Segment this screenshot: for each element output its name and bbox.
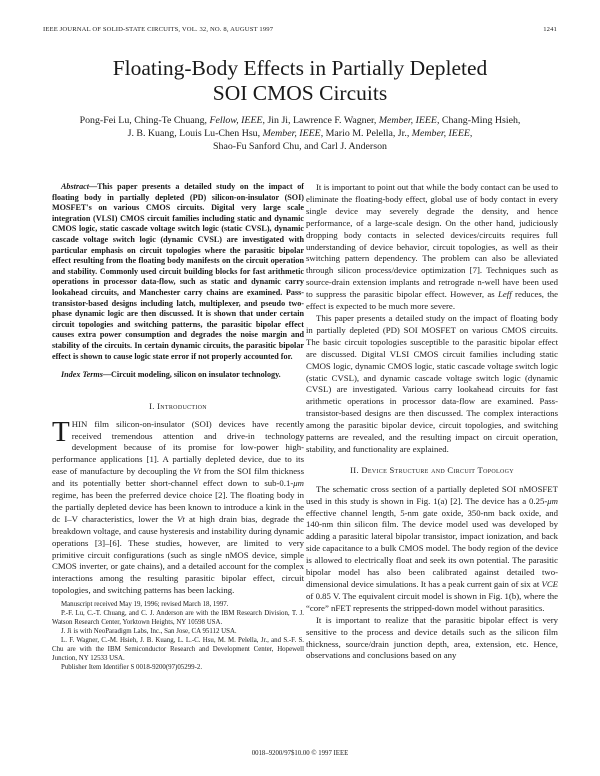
index-terms-label: Index Terms xyxy=(61,370,103,380)
body-text: from the SOI film thickness and its potentially better short-channel effect down to sub-0.1- xyxy=(52,466,304,489)
section-number: I. xyxy=(149,400,158,411)
body-text: reduces, the effect is expected to be much more severe. xyxy=(306,289,558,312)
copyright-footer: 0018–9200/97$10.00 © 1997 IEEE xyxy=(251,750,349,757)
math-symbol: μm xyxy=(293,478,304,489)
footnote: Manuscript received May 19, 1996; revised March 18, 1997. xyxy=(61,601,229,609)
abstract xyxy=(52,182,304,362)
paper-title xyxy=(40,56,560,106)
running-header xyxy=(43,26,557,36)
intro-paragraph xyxy=(52,415,304,598)
footnotes xyxy=(52,601,304,672)
math-symbol: Vt xyxy=(193,466,202,477)
drop-cap: T xyxy=(52,415,70,448)
body-text: effective channel length, 5-nm gate oxide, 350-nm back oxide, and 140-nm thin silicon film. The device model used was developed by adding a parasitic lateral bipolar transistor, impact ionization, and back side capacitance to a bulk CMOS model. The body region of the device is allowed to electrically float and seek its own potential. The parasitic bipolar model has also been calibrated against detailed two-dimensional device simulations. It has a peak current gain of six at xyxy=(306,507,558,589)
body-paragraph: This paper presents a detailed study on the impact of floating body in partially depleted (PD) SOI MOSFET on various CMOS circuits. The basic circuit topologies susceptible to the parasitic bipolar effect are discussed. Digital VLSI CMOS circuit families including static CMOS logic, dynamic CMOS logic, static cascade voltage switch logic (static CVSL), and dynamic cascade voltage switch logic (dynamic CVSL) are investigated. Various carry lookahead circuits for fast arithmetic operations in processor data-flow are examined. Pass-transistor-based designs are then discussed. The complex interactions among the parasitic bipolar device, circuit topologies, and switching patterns are revealed, and the resulting impact on circuit operation, stability, and functionality are explained. xyxy=(306,312,558,454)
author-line-1 xyxy=(50,114,550,127)
math-symbol: μm xyxy=(547,495,558,506)
footnote: L. F. Wagner, C.-M. Hsieh, J. B. Kuang, L. L.-C. Hsu, M. M. Pelella, Jr., and S.-F. S. Chu are with the IBM Semiconductor Research and Development Center, Hopewell Junction, NY 12533 USA. xyxy=(52,636,304,662)
section-heading-introduction xyxy=(52,401,304,413)
author-text: , xyxy=(469,128,473,139)
body-text: The schematic cross section of a partially depleted SOI nMOSFET used in this study is shown in Fig. 1(a) [2]. The device has a 0.25- xyxy=(306,483,558,506)
author-line-2 xyxy=(50,127,550,140)
math-symbol: VCE xyxy=(541,579,558,589)
author-text: , Chang-Ming Hsieh, xyxy=(436,115,521,126)
author-text: , Jin Ji, Lawrence F. Wagner, xyxy=(262,115,379,126)
footnote: Publisher Item Identifier S 0018-9200(97)05299-2. xyxy=(61,663,203,671)
footnote: P.-F. Lu, C.-T. Chuang, and C. J. Anderson are with the IBM Research Division, T. J. Watson Research Center, Yorktown Heights, NY 10598 USA. xyxy=(52,610,304,626)
body-text: It is important to point out that while the body contact can be used to eliminate the floating-body effect, global use of body contact in every single device may severely degrade the density, and hence performance, of a large-scale design. On the other hand, judiciously dropping body contacts in selected devices/circuits requires full understanding of device behavior, circuit topologies, as well as their switching pattern dependency. The problem can also be alleviated through silicon process/device optimization [7]. Techniques such as source-drain extension implants and retrograde n-well have been used to suppress the parasitic bipolar effect. However, as xyxy=(306,182,558,300)
index-terms-text: —Circuit modeling, silicon on insulator technology. xyxy=(102,370,281,380)
math-symbol: Leff xyxy=(498,289,512,300)
body-text: HIN film silicon-on-insulator (SOI) devices have recently received tremendous attention and drive-in technology development because of its promise for low-power high-performance applications [1]. A partially depleted device, due to its ease of manufacture by decoupling the xyxy=(52,418,304,477)
body-paragraph xyxy=(306,182,558,313)
title-line-1: Floating-Body Effects in Partially Depleted xyxy=(112,56,488,80)
index-terms xyxy=(52,370,304,381)
author-role: Member, IEEE xyxy=(411,128,470,139)
author-line-3: Shao-Fu Sanford Chu, and Carl J. Anderson xyxy=(213,141,387,152)
author-text: J. B. Kuang, Louis Lu-Chen Hsu, xyxy=(127,128,263,139)
author-list xyxy=(50,114,550,153)
section-title: Introduction xyxy=(157,400,207,411)
left-column xyxy=(52,182,304,672)
right-column xyxy=(306,182,558,662)
body-text: regime, has been the preferred device choice [2]. The floating body in the partially depleted device has been known to introduce a kink in the dc I–V characteristics, lower the xyxy=(52,490,304,524)
author-text: , Mario M. Pelella, Jr., xyxy=(320,128,412,139)
section-heading-device-structure xyxy=(306,465,558,477)
abstract-text: —This paper presents a detailed study on the impact of floating body in partially depleted (PD) silicon-on-insulator (SOI) MOSFET's on various CMOS circuits. Digital very large scale integration (VLSI) CMOS circuit families including static and dynamic CMOS logic, static cascade voltage switch logic (static CVSL), dynamic cascade voltage switch logic (dynamic CVSL) are investigated with particular emphasis on circuit topologies where the parasitic bipolar effect resulting from the floating body manifests on the circuit operation and stability. Commonly used circuit building blocks for fast arithmetic operations in processor data-flow, such as static and dynamic carry lookahead circuits, and Manchester carry chains are examined. Pass-transistor-based designs including latch, multiplexer, and pseudo two-phase dynamic logic are then discussed. It is shown that under certain circuit topologies and switching patterns, the parasitic bipolar effect causes extra power consumption and degrades the noise margin and stability of the circuits. In certain dynamic circuits, the parasitic bipolar effect is shown to cause logic state error if not properly accounted for. xyxy=(52,182,304,361)
body-paragraph xyxy=(306,484,558,615)
body-text: of 0.85 V. The equivalent circuit model is shown in Fig. 1(b), where the “core” nFET represents the stripped-down model without parasitics. xyxy=(306,590,558,613)
section-number: II. xyxy=(350,464,362,475)
title-line-2: SOI CMOS Circuits xyxy=(212,81,388,105)
author-role: Member, IEEE xyxy=(262,128,321,139)
abstract-label: Abstract xyxy=(61,182,89,191)
body-paragraph: It is important to realize that the parasitic bipolar effect is very sensitive to the process and device details such as the silicon film thickness, source/drain junction depth, area, extension, etc. Hence, observations and conclusions based on any xyxy=(306,614,558,661)
author-role: Fellow, IEEE xyxy=(209,115,263,126)
math-symbol: Vt xyxy=(177,513,185,524)
author-text: Pong-Fei Lu, Ching-Te Chuang, xyxy=(79,115,210,126)
journal-header: IEEE JOURNAL OF SOLID-STATE CIRCUITS, VOL. 32, NO. 8, AUGUST 1997 xyxy=(43,26,274,33)
author-role: Member, IEEE xyxy=(378,115,437,126)
section-title: Device Structure and Circuit Topology xyxy=(361,464,514,475)
footnote: J. Ji is with NeoParadigm Labs, Inc., San Jose, CA 95112 USA. xyxy=(61,627,237,635)
page-number: 1241 xyxy=(543,26,557,33)
body-text: at high drain bias, degrade the breakdown voltage, and cause hysteresis and instability during dynamic operations [3]–[6]. These studies, however, are limited to very primitive circuit configurations (such as single nMOS device, simple CMOS inverter, or gate chains), and a detailed account for the complex interactions among the resulting parasitic bipolar effect, circuit topologies, and switching patterns has been lacking. xyxy=(52,513,304,596)
